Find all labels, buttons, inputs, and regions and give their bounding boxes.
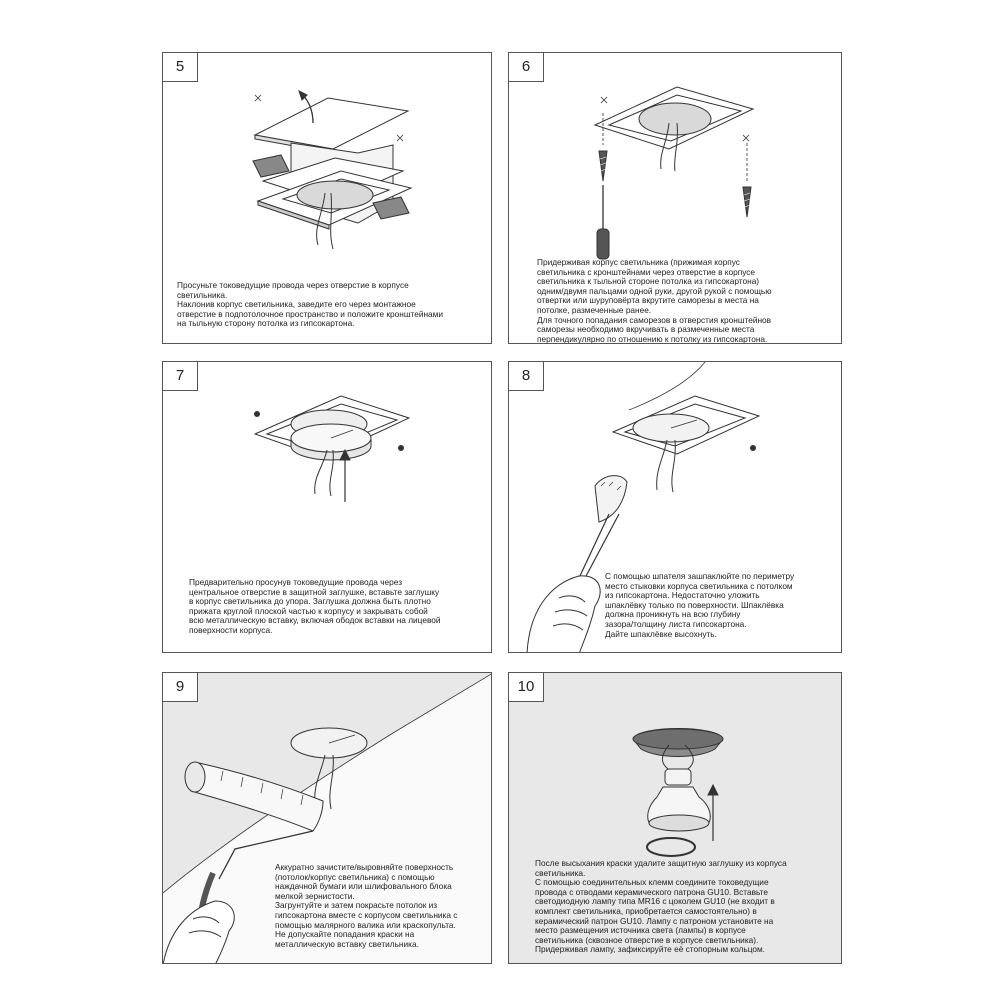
bracket-left xyxy=(253,155,289,177)
step-6-panel xyxy=(508,52,842,344)
step-7-number: 7 xyxy=(163,362,198,391)
protective-plug xyxy=(291,424,371,460)
screw-right xyxy=(743,187,751,217)
step-10-number: 10 xyxy=(509,673,544,702)
step-7-panel xyxy=(162,361,492,653)
step-6-number: 6 xyxy=(509,53,544,82)
step-8-number: 8 xyxy=(509,362,544,391)
step-10-text: После высыхания краски удалите защитную заглушку из корпуса светильника. С помощью соединительных клемм соедините токоведущие провода с отводами керамического патрона GU10. Вставьте светодиодную лампу типа MR16 с цоколем GU10 (не входит в комплект светильника, приобретается самостоятельно) в керамический патрон GU10. Лампу с патроном установите на место размещения источника света (лампы) в корпусе светильника (сквозное отверстие в корпусе светильника). Придерживая лампу, зафиксируйте её стопорным кольцом. xyxy=(535,858,787,955)
gu10-socket xyxy=(665,769,691,785)
step-9-number: 9 xyxy=(163,673,198,702)
step-5-panel xyxy=(162,52,492,344)
step-8-text: С помощью шпателя зашпаклюйте по периметру место стыковки корпуса светильника с потолком из гипсокартона. Недостаточно уложить шпаклёвку только по поверхности. Шпаклёвка должна проникнуть на всю глубину зазора/толщину листа гипсокартона. Дайте шпаклёвке высохнуть. xyxy=(605,571,795,639)
step-5-number: 5 xyxy=(163,53,198,82)
step-8-panel xyxy=(508,361,842,653)
step-10-panel xyxy=(508,672,842,964)
spatula-icon xyxy=(579,476,627,578)
mr16-lamp-icon xyxy=(648,787,711,831)
retaining-ring xyxy=(647,838,695,856)
step-9-panel xyxy=(162,672,492,964)
screwdriver-icon xyxy=(597,185,609,259)
step-6-text: Придерживая корпус светильника (прижимая корпус светильника с кронштейнами через отверстие в корпусе светильника к тыльной стороне потолка из гипсокартона) одним/двумя пальцами одной руки, другой рукой с помощью отвертки или шуруповёрта вкрутите саморезы в места на потолке, размеченные ранее. Для точного попадания саморезов в отверстия кронштейнов саморезы необходимо вкручивать в размеченные места перпендикулярно по отношению к потолку из гипсокартона. xyxy=(537,257,772,344)
step-9-text: Аккуратно зачистите/выровняйте поверхность (потолок/корпус светильника) с помощью наждачной бумаги или шлифовального блока мелкой зернистости. Загрунтуйте и затем покрасьте потолок из гипсокартона вместе с корпусом светильника с помощью малярного валика или краскопульта. Не допускайте попадания краски на металлическую вставку светильника. xyxy=(275,862,458,949)
screw-left xyxy=(599,151,607,181)
step-7-text: Предварительно просунув токоведущие провода через центральное отверстие в защитной заглушке, вставьте заглушку в корпус светильника до упора. Заглушка должна быть плотно прижата круглой плоской частью к корпусу и закрывать собой всю металлическую вставку, включая ободок вставки на лицевой поверхности корпуса. xyxy=(189,577,441,635)
step-5-text: Просуньте токоведущие провода через отверстие в корпусе светильника. Наклонив корпус светильника, заведите его через монтажное отверстие в подпотолочное пространство и положите кронштейнами на тыльную сторону потолка из гипсокартона. xyxy=(177,280,444,329)
hand-icon xyxy=(527,576,600,653)
